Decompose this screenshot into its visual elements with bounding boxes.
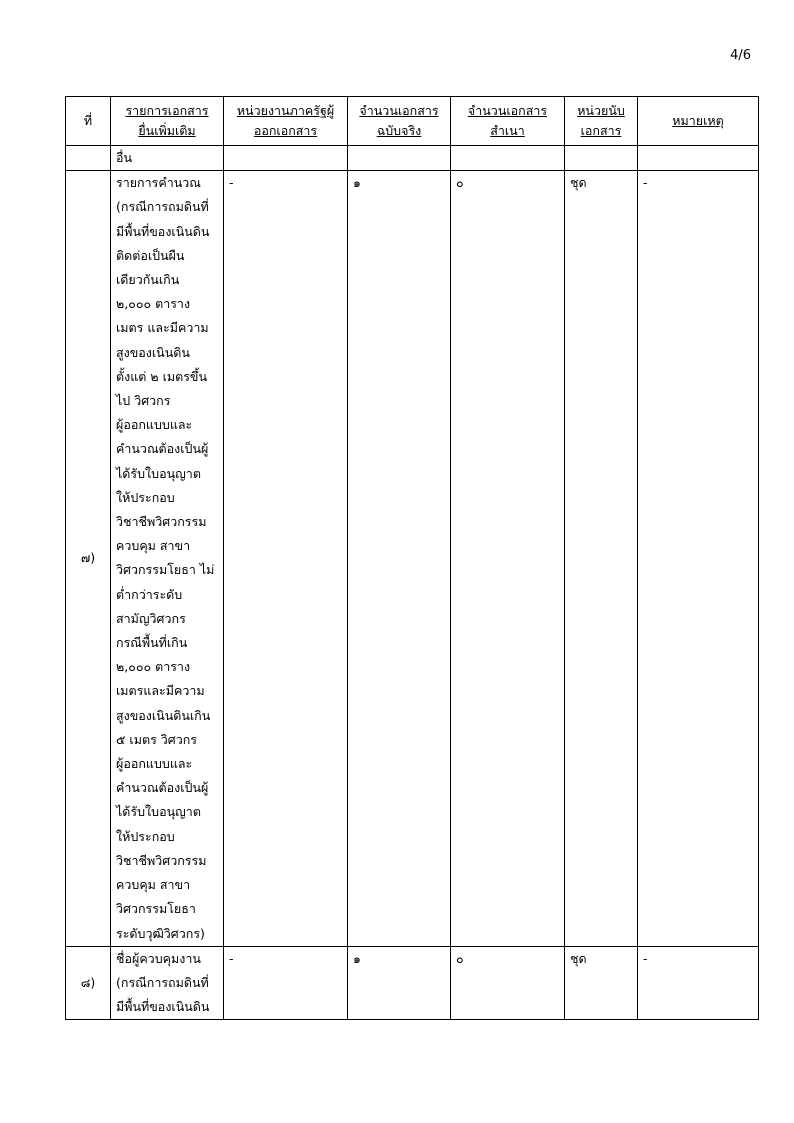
header-item-line: รายการเอกสาร <box>125 103 209 118</box>
header-unit-line: เอกสาร <box>580 123 622 138</box>
header-item-line: ยื่นเพิ่มเติม <box>138 123 196 138</box>
cell-original: ๑ <box>348 946 451 1020</box>
item-text-line: (กรณีการถมดินที่ <box>116 974 209 990</box>
cell-original: ๑ <box>348 171 451 947</box>
item-text-line: สามัญวิศวกร <box>116 610 186 626</box>
page-number: 4/6 <box>730 48 751 63</box>
item-text-line: ๒,๐๐๐ ตาราง <box>116 659 191 675</box>
cell-unit: ชุด <box>565 946 638 1020</box>
cell-unit: ชุด <box>565 171 638 947</box>
header-original-line: จำนวนเอกสาร <box>359 103 439 118</box>
item-text-line: ๒,๐๐๐ ตาราง <box>116 296 191 312</box>
cell-original <box>348 146 451 171</box>
item-text-line: มีพื้นที่ของเนินดิน <box>116 223 210 239</box>
item-text-line: วิศวกรรมโยธา ไม่ <box>116 562 215 578</box>
cell-remark: - <box>638 946 759 1020</box>
table-row-7 <box>66 171 759 947</box>
cell-no <box>66 146 111 171</box>
header-unit-line: หน่วยนับ <box>577 103 625 118</box>
item-text-line: วิศวกรรมโยธา <box>116 901 196 917</box>
item-text-line: สูงของเนินดิน <box>116 344 190 360</box>
document-requirements-table <box>65 96 759 1020</box>
header-original-line: ฉบับจริง <box>376 123 422 138</box>
cell-no: ๗) <box>66 171 111 947</box>
item-text-line: วิชาชีพวิศวกรรม <box>116 852 207 868</box>
header-remark: หมายเหตุ <box>638 97 759 146</box>
item-text-line: เมตรและมีความ <box>116 683 205 699</box>
item-text-line: ตั้งแต่ ๒ เมตรขึ้น <box>116 368 208 384</box>
table-row-8 <box>66 946 759 1020</box>
item-text-line: ไป วิศวกร <box>116 393 171 409</box>
header-no: ที่ <box>66 97 111 146</box>
cell-item <box>111 171 224 947</box>
item-text-line: ให้ประกอบ <box>116 828 175 844</box>
cell-remark <box>638 146 759 171</box>
cell-unit <box>565 146 638 171</box>
item-text-line: เมตร และมีความ <box>116 320 209 336</box>
cell-issuer: - <box>224 946 348 1020</box>
item-text-line: ควบคุม สาขา <box>116 538 191 554</box>
cell-no: ๘) <box>66 946 111 1020</box>
cell-issuer: - <box>224 171 348 947</box>
item-text-line: กรณีพื้นที่เกิน <box>116 635 188 651</box>
item-text-line: ได้รับใบอนุญาต <box>116 465 201 481</box>
item-text-line: ติดต่อเป็นผืน <box>116 247 185 263</box>
item-text-line: ควบคุม สาขา <box>116 877 191 893</box>
cell-copy: ๐ <box>451 171 565 947</box>
header-issuer <box>224 97 348 146</box>
item-text-line: สูงของเนินดินเกิน <box>116 707 211 723</box>
header-issuer-line: หน่วยงานภาครัฐผู้ <box>236 103 335 118</box>
header-row <box>66 97 759 146</box>
header-original <box>348 97 451 146</box>
item-text-line: (กรณีการถมดินที่ <box>116 199 209 215</box>
table-row-continuation <box>66 146 759 171</box>
cell-issuer <box>224 146 348 171</box>
item-text-line: เดียวกันเกิน <box>116 272 180 288</box>
item-text-line: ต่ำกว่าระดับ <box>116 586 183 602</box>
cell-item <box>111 946 224 1020</box>
header-issuer-line: ออกเอกสาร <box>253 123 318 138</box>
table-header <box>66 97 759 146</box>
table-body <box>66 146 759 1020</box>
cell-copy <box>451 146 565 171</box>
header-copy-line: สำเนา <box>490 123 525 138</box>
item-text-line: ชื่อผู้ควบคุมงาน <box>116 950 201 966</box>
cell-remark: - <box>638 171 759 947</box>
header-unit <box>565 97 638 146</box>
item-text-line: คำนวณต้องเป็นผู้ <box>116 441 209 457</box>
item-text-line: ได้รับใบอนุญาต <box>116 804 201 820</box>
header-copy-line: จำนวนเอกสาร <box>467 103 548 118</box>
item-text-line: วิชาชีพวิศวกรรม <box>116 514 207 530</box>
item-text-line: ผู้ออกแบบและ <box>116 756 193 772</box>
header-copy <box>451 97 565 146</box>
cell-item: อื่น <box>111 146 224 171</box>
item-text-line: ระดับวุฒิวิศวกร) <box>116 925 205 941</box>
item-text-line: ผู้ออกแบบและ <box>116 417 193 433</box>
header-item <box>111 97 224 146</box>
cell-copy: ๐ <box>451 946 565 1020</box>
item-text-line: มีพื้นที่ของเนินดิน <box>116 999 210 1015</box>
item-text-line: คำนวณต้องเป็นผู้ <box>116 780 209 796</box>
item-text-line: ๕ เมตร วิศวกร <box>116 731 198 747</box>
item-text-line: ให้ประกอบ <box>116 489 175 505</box>
item-text-line: รายการคำนวณ <box>116 175 201 191</box>
